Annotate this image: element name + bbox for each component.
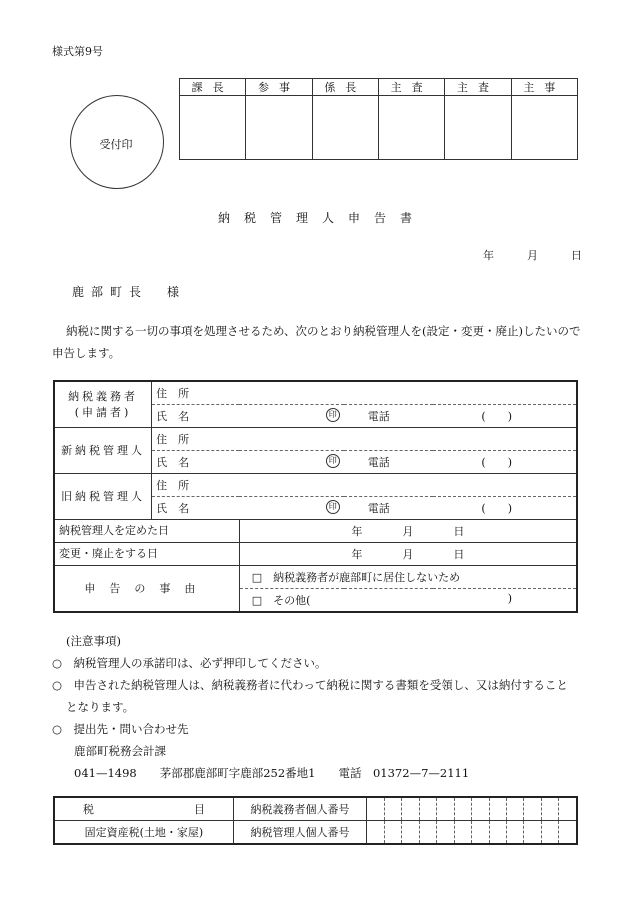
notes-heading: (注意事項) xyxy=(66,634,121,648)
digit-box[interactable] xyxy=(541,797,558,821)
office-name: 鹿部町税務会計課 xyxy=(74,744,166,758)
digit-box[interactable] xyxy=(559,797,577,821)
phone-field[interactable]: 電話 ( ) xyxy=(344,405,577,428)
approval-header: 係長 xyxy=(312,79,378,96)
reason-label: 申告の事由 xyxy=(54,566,239,613)
date-day: 日 xyxy=(571,249,582,262)
tax-type-header: 税 目 xyxy=(54,797,233,821)
note-item: ○ 申告された納税管理人は、納税義務者に代わって納税に関する書類を受領し、又は納付すること xyxy=(52,678,568,692)
digit-box[interactable] xyxy=(384,821,401,845)
reason-option-nonresident[interactable]: □ 納税義務者が鹿部町に居住しないため xyxy=(239,566,577,589)
digit-box[interactable] xyxy=(402,797,419,821)
section-label: 新納税管理人 xyxy=(54,428,152,474)
date-year: 年 xyxy=(483,249,494,262)
digit-box[interactable] xyxy=(472,797,489,821)
phone-field[interactable]: 電話 ( ) xyxy=(344,451,577,474)
digit-box[interactable] xyxy=(559,821,577,845)
section-label: 納税義務者 (申請者) xyxy=(54,381,152,428)
digit-box[interactable] xyxy=(367,797,384,821)
date-set-field[interactable]: 年 月 日 xyxy=(239,520,577,543)
filing-date[interactable] xyxy=(483,247,582,263)
approval-box[interactable] xyxy=(378,96,444,160)
digit-box[interactable] xyxy=(437,821,454,845)
approval-box[interactable] xyxy=(180,96,246,160)
digit-box[interactable] xyxy=(419,821,436,845)
digit-box[interactable] xyxy=(454,821,471,845)
approval-header: 主査 xyxy=(445,79,511,96)
digit-box[interactable] xyxy=(506,821,523,845)
address-field[interactable]: 住 所 xyxy=(152,474,577,497)
reason-option-other[interactable]: □ その他( ) xyxy=(251,592,512,607)
name-field[interactable]: 氏 名 印 xyxy=(152,405,344,428)
body-text: 納税に関する一切の事項を処理させるため、次のとおり納税管理人を(設定・変更・廃止)したいので申告します。 xyxy=(52,324,581,360)
notes-section xyxy=(52,630,592,784)
tax-number-table xyxy=(53,796,578,845)
date-change-field[interactable]: 年 月 日 xyxy=(239,543,577,566)
digit-box[interactable] xyxy=(489,821,506,845)
digit-box[interactable] xyxy=(524,797,541,821)
approval-header: 主査 xyxy=(378,79,444,96)
main-table xyxy=(53,380,578,613)
digit-box[interactable] xyxy=(384,797,401,821)
tax-type-value: 固定資産税(土地・家屋) xyxy=(54,821,233,845)
note-item: ○ 納税管理人の承諾印は、必ず押印してください。 xyxy=(52,656,327,670)
note-item: ○ 提出先・問い合わせ先 xyxy=(52,722,189,736)
digit-box[interactable] xyxy=(506,797,523,821)
seal-mark: 印 xyxy=(326,500,340,514)
digit-box[interactable] xyxy=(367,821,384,845)
addressee: 鹿部町長 様 xyxy=(72,285,187,299)
approval-header: 参事 xyxy=(246,79,312,96)
date-month: 月 xyxy=(527,249,538,262)
reception-stamp-label: 受付印 xyxy=(99,138,133,151)
approval-box[interactable] xyxy=(312,96,378,160)
name-field[interactable]: 氏 名 印 xyxy=(152,451,344,474)
seal-mark: 印 xyxy=(326,454,340,468)
approval-table xyxy=(179,78,578,160)
section-label: 旧納税管理人 xyxy=(54,474,152,520)
approval-box[interactable] xyxy=(445,96,511,160)
approval-header: 主事 xyxy=(511,79,577,96)
digit-box[interactable] xyxy=(541,821,558,845)
digit-box[interactable] xyxy=(419,797,436,821)
digit-box[interactable] xyxy=(472,821,489,845)
address-field[interactable]: 住 所 xyxy=(152,381,577,405)
approval-box[interactable] xyxy=(511,96,577,160)
digit-box[interactable] xyxy=(489,797,506,821)
office-contact: 041—1498 茅部郡鹿部町字鹿部252番地1 電話 01372—7—2111 xyxy=(74,766,470,780)
phone-field[interactable]: 電話 ( ) xyxy=(344,497,577,520)
manager-number-label: 納税管理人個人番号 xyxy=(233,821,366,845)
note-item-continued: となります。 xyxy=(66,700,135,714)
approval-header: 課長 xyxy=(180,79,246,96)
seal-mark: 印 xyxy=(326,408,340,422)
digit-box[interactable] xyxy=(524,821,541,845)
approval-box[interactable] xyxy=(246,96,312,160)
name-field[interactable]: 氏 名 印 xyxy=(152,497,344,520)
digit-box[interactable] xyxy=(437,797,454,821)
taxpayer-number-label: 納税義務者個人番号 xyxy=(233,797,366,821)
form-number: 様式第9号 xyxy=(52,45,103,58)
document-title: 納税管理人申告書 xyxy=(217,211,426,225)
address-field[interactable]: 住 所 xyxy=(152,428,577,451)
date-set-label: 納税管理人を定めた日 xyxy=(54,520,239,543)
digit-box[interactable] xyxy=(402,821,419,845)
date-change-label: 変更・廃止をする日 xyxy=(54,543,239,566)
digit-box[interactable] xyxy=(454,797,471,821)
